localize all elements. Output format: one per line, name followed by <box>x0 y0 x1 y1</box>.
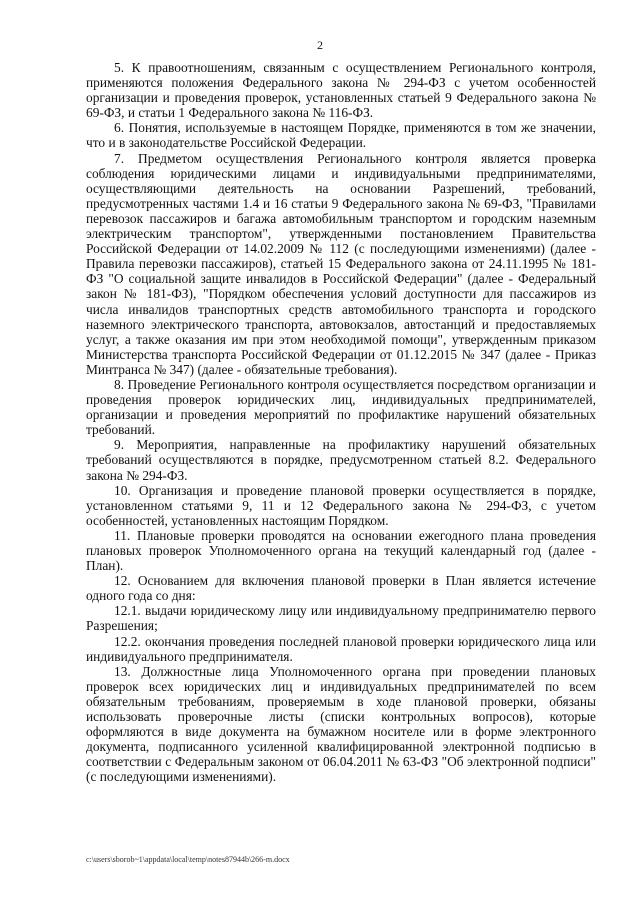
paragraph-12-2: 12.2. окончания проведения последней плановой проверки юридического лица или индивидуального предпринимателя. <box>86 633 596 664</box>
paragraph-10: 10. Организация и проведение плановой проверки осуществляется в порядке, установленном статьями 9, 11 и 12 Федерального закона № 294-ФЗ, с учетом особенностей, установленных настоящим Порядком. <box>86 482 596 528</box>
paragraph-11: 11. Плановые проверки проводятся на основании ежегодного плана проведения плановых проверок Уполномоченного органа на текущий календарный год (далее - План). <box>86 527 596 574</box>
paragraph-13: 13. Должностные лица Уполномоченного органа при проведении плановых проверок всех юридических лиц и индивидуальных предпринимателей по всем обязательным требованиям, проверяемым в ходе плановой проверки, обязаны использовать проверочные листы (списки контрольных вопросов), которые оформляются в виде документа на бумажном носителе или в форме электронного документа, подписанного усиленной квалифицированной электронной подписью в соответствии с Федеральным законом от 06.04.2011 № 63-ФЗ "Об электронной подписи" (с последующими изменениями). <box>86 663 596 785</box>
page-number: 2 <box>317 38 323 52</box>
paragraph-9: 9. Мероприятия, направленные на профилактику нарушений обязательных требований осуществляются в порядке, предусмотренном статьей 8.2. Федерального закона № 294-ФЗ. <box>86 437 596 483</box>
paragraph-7: 7. Предметом осуществления Регионального контроля является проверка соблюдения юридическими лицами и индивидуальными предпринимателями, осуществляющими деятельность на основании Разрешений, требований, предусмотренных частями 1.4 и 16 статьи 9 Федерального закона № 69-ФЗ, "Правилами перевозок пассажиров и багажа автомобильным транспортом и городским наземным электрическим транспортом", утвержденными постановлением Правительства Российской Федерации от 14.02.2009 № 112 (с последующими изменениями) (далее - Правила перевозки пассажиров), статьей 15 Федерального закона от 24.11.1995 № 181-ФЗ "О социальной защите инвалидов в Российской Федерации" (далее - Федеральный закон № 181-ФЗ), "Порядком обеспечения условий доступности для пассажиров из числа инвалидов транспортных средств автомобильного транспорта и городского наземного электрического транспорта, автовокзалов, автостанций и предоставляемых услуг, а также оказания им при этом необходимой помощи", утвержденным приказом Министерства транспорта Российской Федерации от 01.12.2015 № 347 (далее - Приказ Минтранса № 347) (далее - обязательные требования). <box>86 150 596 377</box>
paragraph-5: 5. К правоотношениям, связанным с осуществлением Регионального контроля, применяются положения Федерального закона № 294-ФЗ с учетом особенностей организации и проведения проверок, установленных статьей 9 Федерального закона № 69-ФЗ, и статьи 1 Федерального закона № 116-ФЗ. <box>86 60 596 121</box>
paragraph-8: 8. Проведение Регионального контроля осуществляется посредством организации и проведения проверок юридических лиц, индивидуальных предпринимателей, организации и проведения мероприятий по профилактике нарушений обязательных требований. <box>86 376 596 438</box>
footer-file-path: c:\users\sborob~1\appdata\local\temp\notes87944b\266-m.docx <box>86 855 290 864</box>
paragraph-6: 6. Понятия, используемые в настоящем Порядке, применяются в том же значении, что и в законодательстве Российской Федерации. <box>86 120 596 151</box>
document-body <box>86 60 596 785</box>
paragraph-12: 12. Основанием для включения плановой проверки в План является истечение одного года со дня: <box>86 573 596 604</box>
paragraph-12-1: 12.1. выдачи юридическому лицу или индивидуальному предпринимателю первого Разрешения; <box>86 603 596 634</box>
